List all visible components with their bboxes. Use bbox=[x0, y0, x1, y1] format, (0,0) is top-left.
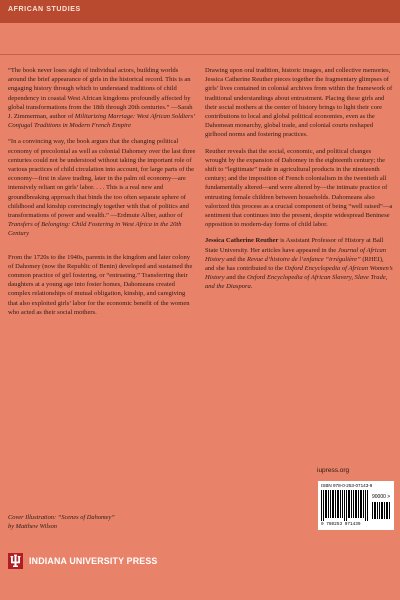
series-label: AFRICAN STUDIES bbox=[8, 6, 81, 13]
right-column bbox=[205, 66, 393, 299]
left-column bbox=[8, 66, 196, 324]
publisher-url[interactable]: iupress.org bbox=[317, 467, 350, 474]
price-barcode-icon bbox=[372, 502, 391, 519]
summary-paragraph-2: Reuther reveals that the social, economic, and political changes wrought by the expansion of Dahomey in the eighteenth century; the shift to “legitimate” trade in agricultural products in the nineteenth century; and the imposition of French colonialism in the twentieth all fundamentally altered—and were altered by—the intimate practice of entrusting female children between households. Dahomeans also valorized this process as a crucial component of being “well raised”—a sentiment that continues into the present, despite widespread Beninese opposition to modern-day forms of child labor. bbox=[205, 147, 393, 229]
book-title: Militarizing Marriage: West African Soldiers’ Conjugal Traditions in Modern French Empire bbox=[8, 113, 195, 130]
iu-trident-icon bbox=[8, 553, 23, 569]
summary-paragraph-1: Drawing upon oral tradition, historic images, and collective memories, Jessica Catherine Reuther pieces together the fragmentary glimpses of girls’ lives contained in colonial archives from within the framework of traditional understandings about entrustment. Placing these girls and their social mothers at the center of history brings to light their core contributions to local and global political economies, even as the Dahomean monarchy, global trade, and colonial courts reshaped girlhood norms and fostering practices. bbox=[205, 67, 393, 139]
barcode-digits: 9 780253 071439 bbox=[321, 522, 361, 527]
author-bio: Jessica Catherine Reuther is Assistant Professor of History at Ball State University. Her articles have appeared in the Journal of African History and the Revue d’histoire de l’enfance “irrégulière” (RHEI), and she has contributed to the Oxford Encyclopedia of African Women’s History and the Oxford Encyclopedia of African Slavery, Slave Trade, and the Diaspora. bbox=[205, 237, 393, 291]
quote-zimmerman: “The book never loses sight of individual actors, building worlds around the brief appearance of girls in the historical record. This is an engaging history through which to understand traditions of child dependency in coastal West African kingdoms profoundly affected by global transformations from the 18th through 20th centuries.” —Sarah J. Zimmerman, author of Militarizing Marriage: West African Soldiers’ Conjugal Traditions in Modern French Empire bbox=[8, 67, 195, 130]
description-paragraph: From the 1720s to the 1940s, parents in the kingdom and later colony of Dahomey (now the Republic of Benin) developed and sustained the common practice of girl fostering, or “entrusting.” Transferring their daughters at a young age into foster homes, Dahomeans created complex relationships of mutual obligation, kinship, and caregiving that also exploited girls’ labor for the economic benefit of the women who acted as their social mothers. bbox=[8, 253, 193, 316]
cover-credit: Cover Illustration: “Scenes of Dahomey” by Matthew Wilson bbox=[8, 514, 115, 530]
quote-alber: “In a convincing way, the book argues that the changing political economy of precolonial as well as colonial Dahomey over the last three centuries could not be understood without taking the important role of various practices of child circulation into account, for large parts of the economy—first in slave trading, later in the palm oil economy—are intensively reliant on girls’ labor. . . . This is a real new and groundbreaking approach that binds the too often separate sphere of childhood and kinship convincingly together with that of politics and transformations of power and wealth.” —Erdmute Alber, author of Transfers of Belonging: Child Fostering in West Africa in the 20th Century bbox=[8, 138, 196, 238]
price-code: 90000 > bbox=[372, 494, 391, 500]
book-title: Transfers of Belonging: Child Fostering in West Africa in the 20th Century bbox=[8, 221, 182, 238]
author-name: Jessica Catherine Reuther bbox=[205, 237, 279, 245]
divider bbox=[0, 54, 400, 55]
publisher-name: INDIANA UNIVERSITY PRESS bbox=[29, 556, 158, 566]
header-band bbox=[0, 0, 400, 23]
barcode bbox=[318, 481, 394, 530]
isbn-text: ISBN 978-0-253-07143-9 bbox=[321, 483, 373, 488]
barcode-bars-icon bbox=[321, 490, 369, 521]
